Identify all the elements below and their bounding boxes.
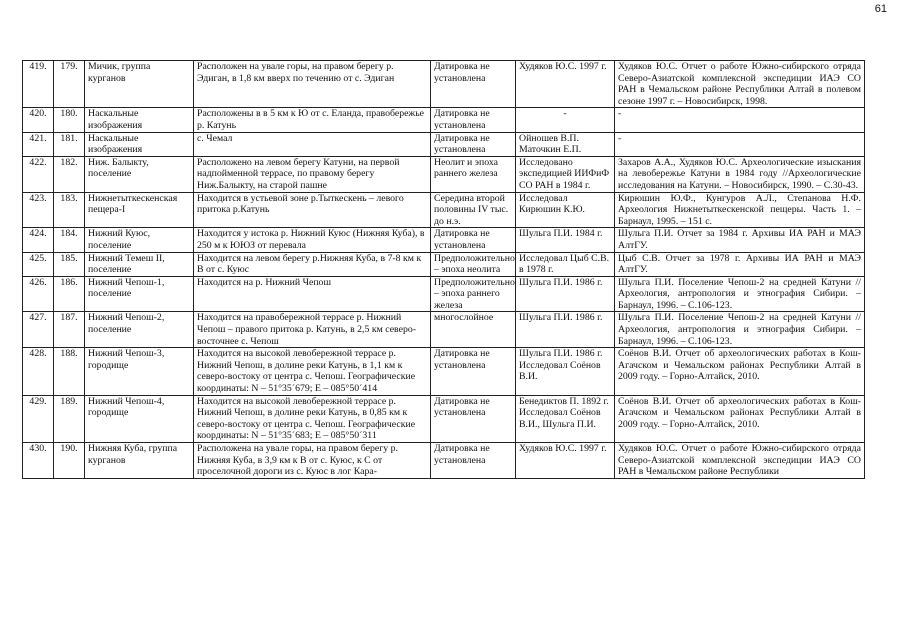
site-location: Находится у истока р. Нижний Куюс (Нижняя Куба), в 250 м к ЮЮЗ от перевала bbox=[194, 228, 431, 252]
table-row bbox=[23, 348, 865, 395]
sub-number: 185. bbox=[54, 252, 85, 276]
sub-number: 189. bbox=[54, 395, 85, 442]
site-location: Расположена на увале горы, на правом берегу р. Нижняя Куба, в 3,9 км к В от с. Куюс, к С от проселочной дороги из с. Куюс в лог Кара- bbox=[194, 443, 431, 479]
site-location: Находится на высокой левобережной террасе р. Нижний Чепош, в долине реки Катунь, в 1,1 км к северо-востоку от центра с. Чепош. Географические координаты: N – 51°35´679; E – 085°50´414 bbox=[194, 348, 431, 395]
site-name: Нижнетыткескенская пещера-I bbox=[85, 192, 194, 228]
table-row bbox=[23, 228, 865, 252]
row-number: 422. bbox=[23, 156, 54, 192]
site-dating: Неолит и эпоха раннего железа bbox=[431, 156, 516, 192]
site-researcher: Шульга П.И. 1986 г. bbox=[516, 312, 615, 348]
site-literature: Худяков Ю.С. Отчет о работе Южно-сибирского отряда Северо-Азиатской комплексной экспедиции ИАЭ СО РАН в Чемальском районе Республики Алтай в полевом сезоне 1997 г. – Новосибирск, 1998. bbox=[615, 61, 865, 108]
site-name: Нижний Чепош-1, поселение bbox=[85, 276, 194, 312]
site-literature: Худяков Ю.С. Отчет о работе Южно-сибирского отряда Северо-Азиатской комплексной экспедиции ИАЭ СО РАН в Чемальском районе Республики bbox=[615, 443, 865, 479]
table-row bbox=[23, 252, 865, 276]
site-researcher: Худяков Ю.С. 1997 г. bbox=[516, 61, 615, 108]
site-literature: Соёнов В.И. Отчет об археологических работах в Кош-Агачском и Чемальском районах Республики Алтай в 2009 году. – Горно-Алтайск, 2010. bbox=[615, 395, 865, 442]
table-body bbox=[23, 61, 865, 479]
site-dating: Предположительно – эпоха неолита bbox=[431, 252, 516, 276]
sub-number: 182. bbox=[54, 156, 85, 192]
site-literature: Соёнов В.И. Отчет об археологических работах в Кош-Агачском и Чемальском районах Республики Алтай в 2009 году. – Горно-Алтайск, 2010. bbox=[615, 348, 865, 395]
sub-number: 183. bbox=[54, 192, 85, 228]
site-location: Находится на р. Нижний Чепош bbox=[194, 276, 431, 312]
site-researcher: Шульга П.И. 1986 г. Исследовал Соёнов В.И. bbox=[516, 348, 615, 395]
site-location: Находится на высокой левобережной террасе р. Нижний Чепош, в долине реки Катунь, в 0,85 км к северо-востоку от центра с. Чепош. Географические координаты: N – 51°35´683; E – 085°50´311 bbox=[194, 395, 431, 442]
site-name: Нижний Темеш II, поселение bbox=[85, 252, 194, 276]
site-name: Наскальные изображения bbox=[85, 132, 194, 156]
row-number: 423. bbox=[23, 192, 54, 228]
site-literature: Цыб С.В. Отчет за 1978 г. Архивы ИА РАН и МАЭ АлтГУ. bbox=[615, 252, 865, 276]
monuments-table bbox=[22, 60, 865, 479]
site-literature: Шульга П.И. Отчет за 1984 г. Архивы ИА РАН и МАЭ АлтГУ. bbox=[615, 228, 865, 252]
site-researcher: Бенедиктов П. 1892 г. Исследовал Соёнов В.И., Шульга П.И. bbox=[516, 395, 615, 442]
site-location: Находится в устьевой зоне р.Тыткескень – левого притока р.Катунь bbox=[194, 192, 431, 228]
row-number: 427. bbox=[23, 312, 54, 348]
page-number: 61 bbox=[874, 3, 887, 15]
sub-number: 180. bbox=[54, 108, 85, 132]
row-number: 425. bbox=[23, 252, 54, 276]
site-dating: Датировка не установлена bbox=[431, 395, 516, 442]
site-location: Находится на правобережной террасе р. Нижний Чепош – правого притока р. Катунь, в 2,5 км северо-восточнее с. Чепош bbox=[194, 312, 431, 348]
site-name: Наскальные изображения bbox=[85, 108, 194, 132]
site-location: Расположен на увале горы, на правом берегу р. Эдиган, в 1,8 км вверх по течению от с. Эдиган bbox=[194, 61, 431, 108]
site-researcher: Шульга П.И. 1984 г. bbox=[516, 228, 615, 252]
site-literature: - bbox=[615, 132, 865, 156]
sub-number: 187. bbox=[54, 312, 85, 348]
site-location: Расположено на левом берегу Катуни, на первой надпойменной террасе, по правому берегу Ниж.Балыкту, на старой пашне bbox=[194, 156, 431, 192]
site-name: Нижний Чепош-4, городище bbox=[85, 395, 194, 442]
site-dating: Предположительно – эпоха раннего железа bbox=[431, 276, 516, 312]
site-location: Находится на левом берегу р.Нижняя Куба, в 7-8 км к В от с. Куюс bbox=[194, 252, 431, 276]
site-dating: Датировка не установлена bbox=[431, 228, 516, 252]
site-dating: Датировка не установлена bbox=[431, 108, 516, 132]
site-name: Нижняя Куба, группа курганов bbox=[85, 443, 194, 479]
table-row bbox=[23, 192, 865, 228]
site-location: с. Чемал bbox=[194, 132, 431, 156]
site-location: Расположены в в 5 км к Ю от с. Еланда, правобережье р. Катунь bbox=[194, 108, 431, 132]
row-number: 428. bbox=[23, 348, 54, 395]
row-number: 424. bbox=[23, 228, 54, 252]
site-name: Нижний Чепош-3, городище bbox=[85, 348, 194, 395]
site-researcher: Исследовал Цыб С.В. в 1978 г. bbox=[516, 252, 615, 276]
site-name: Мичик, группа курганов bbox=[85, 61, 194, 108]
site-literature: - bbox=[615, 108, 865, 132]
table-row bbox=[23, 132, 865, 156]
sub-number: 188. bbox=[54, 348, 85, 395]
site-dating: Датировка не установлена bbox=[431, 348, 516, 395]
table-row bbox=[23, 312, 865, 348]
row-number: 420. bbox=[23, 108, 54, 132]
site-literature: Шульга П.И. Поселение Чепош-2 на средней Катуни // Археология, антропология и этнография Сибири. – Барнаул, 1996. – С.106-123. bbox=[615, 312, 865, 348]
table-row bbox=[23, 61, 865, 108]
row-number: 429. bbox=[23, 395, 54, 442]
site-literature: Шульга П.И. Поселение Чепош-2 на средней Катуни // Археология, антропология и этнография Сибири. – Барнаул, 1996. – С.106-123. bbox=[615, 276, 865, 312]
sub-number: 184. bbox=[54, 228, 85, 252]
site-name: Нижний Куюс, поселение bbox=[85, 228, 194, 252]
sub-number: 190. bbox=[54, 443, 85, 479]
table-row bbox=[23, 395, 865, 442]
site-literature: Захаров А.А., Худяков Ю.С. Археологические изыскания на левобережье Катуни в 1984 году //Археологические исследования на Катуни. – Новосибирск, 1990. – С.30-43. bbox=[615, 156, 865, 192]
table-row bbox=[23, 108, 865, 132]
site-dating: Середина второй половины IV тыс. до н.э. bbox=[431, 192, 516, 228]
row-number: 426. bbox=[23, 276, 54, 312]
site-name: Ниж. Балыкту, поселение bbox=[85, 156, 194, 192]
row-number: 430. bbox=[23, 443, 54, 479]
site-literature: Кирюшин Ю.Ф., Кунгуров А.Л., Степанова Н.Ф. Археология Нижнетыткескенской пещеры. Часть 1. – Барнаул, 1995. – 151 с. bbox=[615, 192, 865, 228]
row-number: 419. bbox=[23, 61, 54, 108]
site-researcher: Шульга П.И. 1986 г. bbox=[516, 276, 615, 312]
row-number: 421. bbox=[23, 132, 54, 156]
sub-number: 179. bbox=[54, 61, 85, 108]
site-dating: Датировка не установлена bbox=[431, 443, 516, 479]
table-row bbox=[23, 443, 865, 479]
site-dating: Датировка не установлена bbox=[431, 132, 516, 156]
sub-number: 186. bbox=[54, 276, 85, 312]
site-researcher: Ойношев В.П. Маточкин Е.П. bbox=[516, 132, 615, 156]
site-researcher: Худяков Ю.С. 1997 г. bbox=[516, 443, 615, 479]
site-name: Нижний Чепош-2, поселение bbox=[85, 312, 194, 348]
table-row bbox=[23, 156, 865, 192]
sub-number: 181. bbox=[54, 132, 85, 156]
site-dating: многослойное bbox=[431, 312, 516, 348]
site-dating: Датировка не установлена bbox=[431, 61, 516, 108]
table-row bbox=[23, 276, 865, 312]
site-researcher: Исследовал Кирюшин К.Ю. bbox=[516, 192, 615, 228]
site-researcher: - bbox=[516, 108, 615, 132]
site-researcher: Исследовано экспедицией ИИФиФ СО РАН в 1984 г. bbox=[516, 156, 615, 192]
